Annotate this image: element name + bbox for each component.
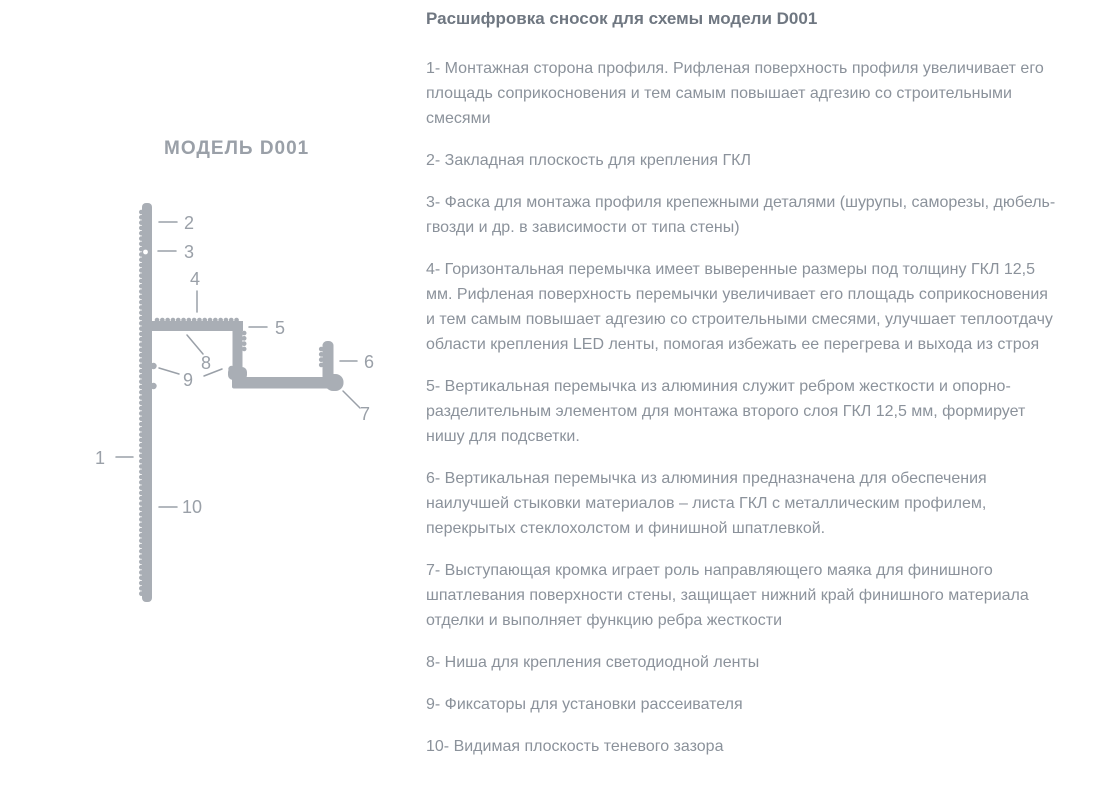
note-item-8: 8- Ниша для крепления светодиодной ленты	[426, 654, 760, 671]
callout-2: 2	[184, 213, 195, 233]
note-item-1: 1- Монтажная сторона профиля. Рифленая поверхность профиля увеличивает его площадь соприкосновения и тем самым повышает адгезию со строительными смесями	[426, 60, 1044, 127]
leader-8	[187, 335, 203, 354]
note-item-2: 2- Закладная плоскость для крепления ГКЛ	[426, 152, 751, 169]
callout-8: 8	[201, 353, 212, 373]
note-item-7: 7- Выступающая кромка играет роль направляющего маяка для финишного шпатлевания поверхности стены, защищает нижний край финишного материала отделки и выполняет функцию ребра жесткости	[426, 562, 1029, 629]
callout-6: 6	[364, 352, 375, 372]
callout-4: 4	[190, 269, 201, 289]
profile-chamfer-notch	[143, 250, 148, 255]
profile-bottom-plate	[232, 377, 334, 389]
profile-right-bar	[323, 341, 334, 381]
profile-shapes	[141, 203, 343, 602]
callout-10: 10	[182, 497, 203, 517]
diagram-title: МОДЕЛЬ D001	[164, 138, 310, 159]
callout-3: 3	[184, 242, 195, 262]
callout-5: 5	[275, 318, 286, 338]
profile-fixator-bump	[150, 363, 156, 369]
note-item-4: 4- Горизонтальная перемычка имеет выверенные размеры под толщину ГКЛ 12,5 мм. Рифленая поверхность перемычки увеличивает его площадь соприкосновения и тем самым повышает адгезию со строительными смесями, улучшает теплоотдачу области крепления LED ленты, помогая избежать ее перегрева и выхода из строя	[426, 261, 1053, 353]
note-item-10: 10- Видимая плоскость теневого зазора	[426, 738, 724, 755]
profile-fixator-bump	[150, 383, 156, 389]
note-item-9: 9- Фиксаторы для установки рассеивателя	[426, 696, 743, 713]
profile-horizontal-crossbar	[150, 321, 243, 331]
leader-9a	[159, 368, 179, 374]
legend-panel	[426, 6, 1058, 776]
legend-heading: Расшифровка сносок для схемы модели D001	[426, 9, 818, 28]
callout-1: 1	[95, 448, 106, 468]
note-item-6: 6- Вертикальная перемычка из алюминия предназначена для обеспечения наилучшей стыковки материалов – листа ГКЛ с металлическим профилем, перекрытых стеклохолстом и финишной шпатлевкой.	[426, 470, 987, 537]
callout-7: 7	[360, 404, 371, 424]
callout-9: 9	[183, 370, 194, 390]
profile-fixator-bump	[228, 366, 234, 372]
note-item-3: 3- Фаска для монтажа профиля крепежными деталями (шурупы, саморезы, дюбель-гвозди и др. в зависимости от типа стены)	[426, 194, 1056, 236]
leader-7	[343, 391, 360, 408]
note-item-5: 5- Вертикальная перемычка из алюминия служит ребром жесткости и опорно-разделительным элементом для монтажа второго слоя ГКЛ 12,5 мм, формирует нишу для подсветки.	[426, 378, 1026, 445]
